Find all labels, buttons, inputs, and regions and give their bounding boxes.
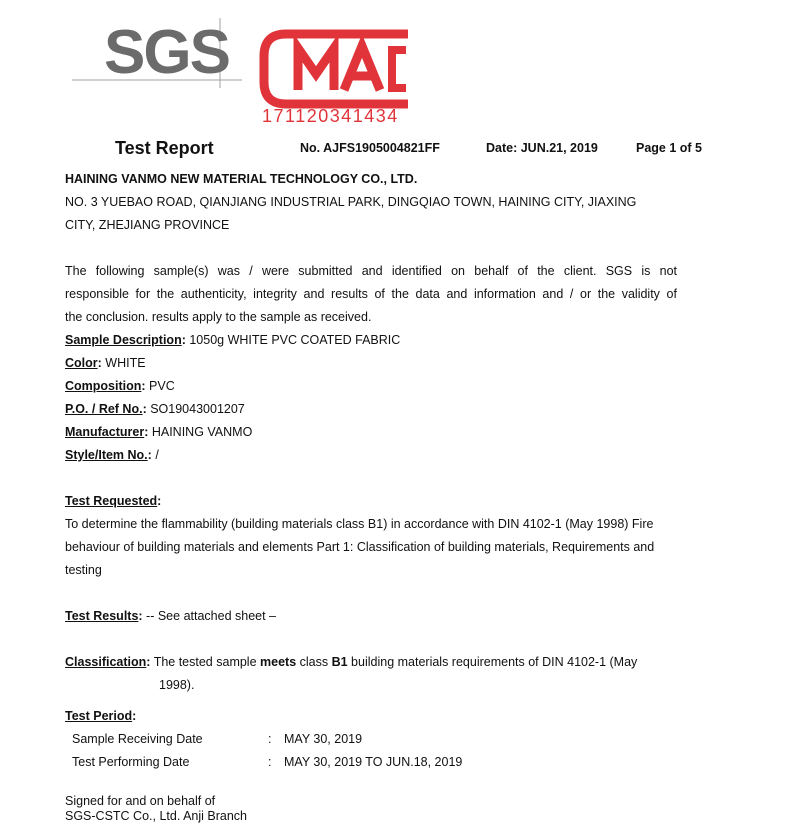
- signoff: [65, 794, 247, 824]
- style-label: Style/Item No.: [65, 448, 148, 462]
- color-label: Color: [65, 356, 98, 370]
- test-results: Test Results: -- See attached sheet –: [65, 609, 276, 623]
- sample-composition: Composition: PVC: [65, 379, 175, 393]
- sample-style: Style/Item No.: /: [65, 448, 159, 462]
- manufacturer-value: HAINING VANMO: [148, 425, 253, 439]
- sample-manufacturer: Manufacturer: HAINING VANMO: [65, 425, 253, 439]
- po-value: SO19043001207: [146, 402, 245, 416]
- test-requested-line2: behaviour of building materials and elements Part 1: Classification of building materials, Requirements and: [65, 540, 655, 554]
- sample-description: Sample Description: 1050g WHITE PVC COATED FABRIC: [65, 333, 401, 347]
- intro-line1: The following sample(s) was / were submitted and identified on behalf of the client. SGS is not: [65, 264, 677, 278]
- classification-class: B1: [331, 655, 348, 669]
- test-results-value: -- See attached sheet –: [142, 609, 276, 623]
- classification-label: Classification: [65, 655, 147, 669]
- manufacturer-label: Manufacturer: [65, 425, 145, 439]
- composition-label: Composition: [65, 379, 142, 393]
- test-requested-line1: To determine the flammability (building materials class B1) in accordance with DIN 4102-1 (May 1998) Fire: [65, 517, 654, 531]
- period-row-sep: :: [268, 755, 272, 769]
- classification-line2: 1998).: [159, 678, 195, 692]
- cma-logo: [258, 28, 414, 110]
- style-value: /: [151, 448, 159, 462]
- sample-description-label: Sample Description: [65, 333, 182, 347]
- company-address-line2: CITY, ZHEJIANG PROVINCE: [65, 218, 230, 232]
- sample-description-value: 1050g WHITE PVC COATED FABRIC: [185, 333, 401, 347]
- test-period-heading: Test Period:: [65, 709, 137, 723]
- report-number: No. AJFS1905004821FF: [300, 141, 440, 155]
- composition-value: PVC: [145, 379, 175, 393]
- test-requested-label: Test Requested: [65, 494, 158, 508]
- period-row-sep: :: [268, 732, 272, 746]
- sample-po-ref: P.O. / Ref No.: SO19043001207: [65, 402, 245, 416]
- period-row-name: Sample Receiving Date: [72, 732, 203, 746]
- signoff-line1: Signed for and on behalf of: [65, 794, 216, 808]
- test-period-label: Test Period: [65, 709, 133, 723]
- sgs-logo-text: SGS: [104, 18, 229, 87]
- test-results-label: Test Results: [65, 609, 139, 623]
- company-name: HAINING VANMO NEW MATERIAL TECHNOLOGY CO., LTD.: [65, 172, 418, 186]
- test-requested-heading: Test Requested:: [65, 494, 162, 508]
- report-date: Date: JUN.21, 2019: [486, 141, 598, 155]
- classification: Classification: The tested sample meets class B1 building materials requirements of DIN 4102-1 (May: [65, 655, 638, 669]
- sample-color: Color: WHITE: [65, 356, 146, 370]
- sgs-logo: [72, 18, 242, 88]
- cma-number: 171120341434: [262, 106, 399, 126]
- classification-meets: meets: [260, 655, 297, 669]
- color-value: WHITE: [101, 356, 146, 370]
- period-row-value: MAY 30, 2019 TO JUN.18, 2019: [284, 755, 463, 769]
- signoff-line2: SGS-CSTC Co., Ltd. Anji Branch: [65, 809, 248, 823]
- intro-line2: responsible for the authenticity, integrity and results of the data and information and / or the validity of: [65, 287, 677, 301]
- po-label: P.O. / Ref No.: [65, 402, 143, 416]
- intro-line3: the conclusion. results apply to the sample as received.: [65, 310, 372, 324]
- page-title: Test Report: [115, 138, 214, 158]
- test-requested-line3: testing: [65, 563, 102, 577]
- period-row-value: MAY 30, 2019: [284, 732, 363, 746]
- company-address-line1: NO. 3 YUEBAO ROAD, QIANJIANG INDUSTRIAL PARK, DINGQIAO TOWN, HAINING CITY, JIAXING: [65, 195, 637, 209]
- period-row-name: Test Performing Date: [72, 755, 190, 769]
- page-number: Page 1 of 5: [636, 141, 702, 155]
